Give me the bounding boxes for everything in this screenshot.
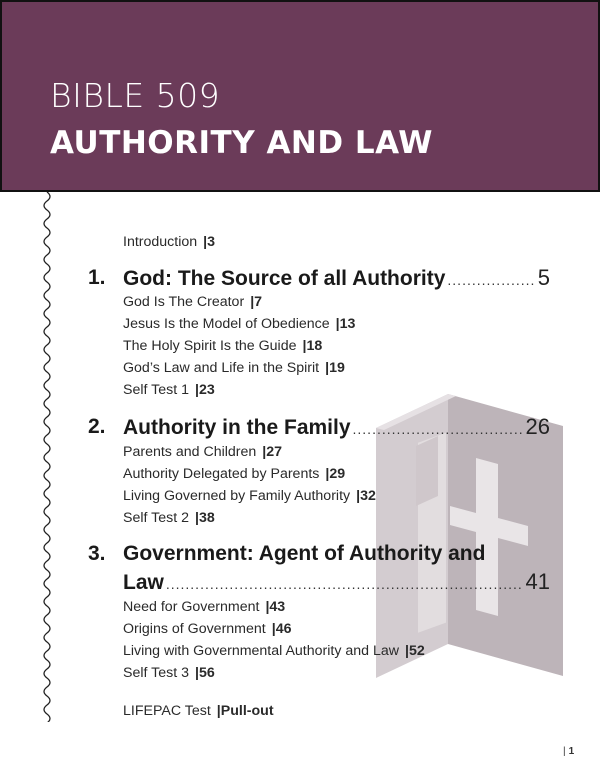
toc-entry-label: Self Test 1 <box>123 382 189 398</box>
toc-entry-page: 52 <box>409 643 425 659</box>
toc-entry-label: Jesus Is the Model of Obedience <box>123 316 330 332</box>
toc-entry-page: 29 <box>329 466 346 482</box>
section-2-page: 26 <box>525 414 550 439</box>
toc-entry-page: 3 <box>207 234 216 250</box>
dot-leader <box>166 571 524 597</box>
toc-entry[interactable]: Origins of Government |46 <box>123 621 292 637</box>
toc-entry[interactable]: Jesus Is the Model of Obedience |13 <box>123 316 356 332</box>
section-2-title: Authority in the Family <box>123 416 351 439</box>
toc-entry-page: 23 <box>198 382 215 398</box>
toc-entry-page: 18 <box>306 338 323 354</box>
toc-entry-label: God’s Law and Life in the Spirit <box>123 360 320 376</box>
section-3-title-line1[interactable]: Government: Agent of Authority and <box>123 542 486 565</box>
toc-entry-page: 27 <box>266 444 283 460</box>
toc-entry[interactable]: Need for Government |43 <box>123 599 286 615</box>
section-3-heading[interactable] <box>123 569 550 597</box>
toc-entry-page: 13 <box>339 316 356 332</box>
toc-entry[interactable]: God’s Law and Life in the Spirit |19 <box>123 360 345 376</box>
section-1-title: God: The Source of all Authority <box>123 267 446 290</box>
toc-entry[interactable]: Self Test 1 |23 <box>123 382 215 398</box>
toc-entry[interactable]: The Holy Spirit Is the Guide |18 <box>123 338 323 354</box>
page-number: | 1 <box>563 746 575 757</box>
toc-entry[interactable]: Parents and Children |27 <box>123 444 283 460</box>
toc-entry-label: Living Governed by Family Authority <box>123 488 351 504</box>
section-1-heading[interactable] <box>123 265 550 293</box>
toc-entry-label: The Holy Spirit Is the Guide <box>123 338 297 354</box>
toc-entry[interactable]: Living with Governmental Authority and Law |52 <box>123 643 425 659</box>
toc-entry[interactable]: Self Test 2 |38 <box>123 510 215 526</box>
toc-entry-label: Origins of Government <box>123 621 266 637</box>
toc-entry[interactable]: Authority Delegated by Parents |29 <box>123 466 346 482</box>
toc-entry-page: 19 <box>329 360 345 376</box>
section-2-heading[interactable] <box>123 414 550 442</box>
toc-entry-page: 56 <box>198 665 215 681</box>
section-1-page: 5 <box>537 265 550 290</box>
dot-leader <box>353 416 524 442</box>
section-1-number: 1. <box>88 266 106 289</box>
toc-entry-label: Need for Government <box>123 599 260 615</box>
toc-entry-introduction[interactable]: Introduction |3 <box>123 234 216 250</box>
toc-entry-page: 7 <box>254 294 263 310</box>
section-3-number: 3. <box>88 542 106 565</box>
toc-entry-page: 46 <box>275 621 292 637</box>
section-3-page: 41 <box>525 569 550 594</box>
dot-leader <box>447 267 535 293</box>
toc-entry-label: Self Test 2 <box>123 510 189 526</box>
toc-entry-page: 38 <box>198 510 215 526</box>
toc-entry-label: Self Test 3 <box>123 665 189 681</box>
toc-entry[interactable]: Self Test 3 |56 <box>123 665 215 681</box>
section-3-title-line2: Law <box>123 571 164 594</box>
unit-title: AUTHORITY AND LAW <box>50 125 433 161</box>
toc-entry-label: Authority Delegated by Parents <box>123 466 320 482</box>
toc-entry-page: 43 <box>269 599 286 615</box>
toc-entry-page: Pull-out <box>220 703 274 719</box>
toc-entry-lifepac-test[interactable]: LIFEPAC Test |Pull-out <box>123 703 274 719</box>
toc-entry-label: Living with Governmental Authority and Law <box>123 643 400 659</box>
toc-entry[interactable]: Living Governed by Family Authority |32 <box>123 488 376 504</box>
toc-entry-label: Introduction <box>123 234 198 250</box>
toc-entry[interactable]: God Is The Creator |7 <box>123 294 263 310</box>
toc-entry-page: 32 <box>360 488 376 504</box>
section-2-number: 2. <box>88 415 106 438</box>
toc-entry-label: God Is The Creator <box>123 294 245 310</box>
toc-entry-label: LIFEPAC Test <box>123 703 211 719</box>
subject-code: BIBLE 509 <box>50 76 221 115</box>
toc-entry-label: Parents and Children <box>123 444 257 460</box>
